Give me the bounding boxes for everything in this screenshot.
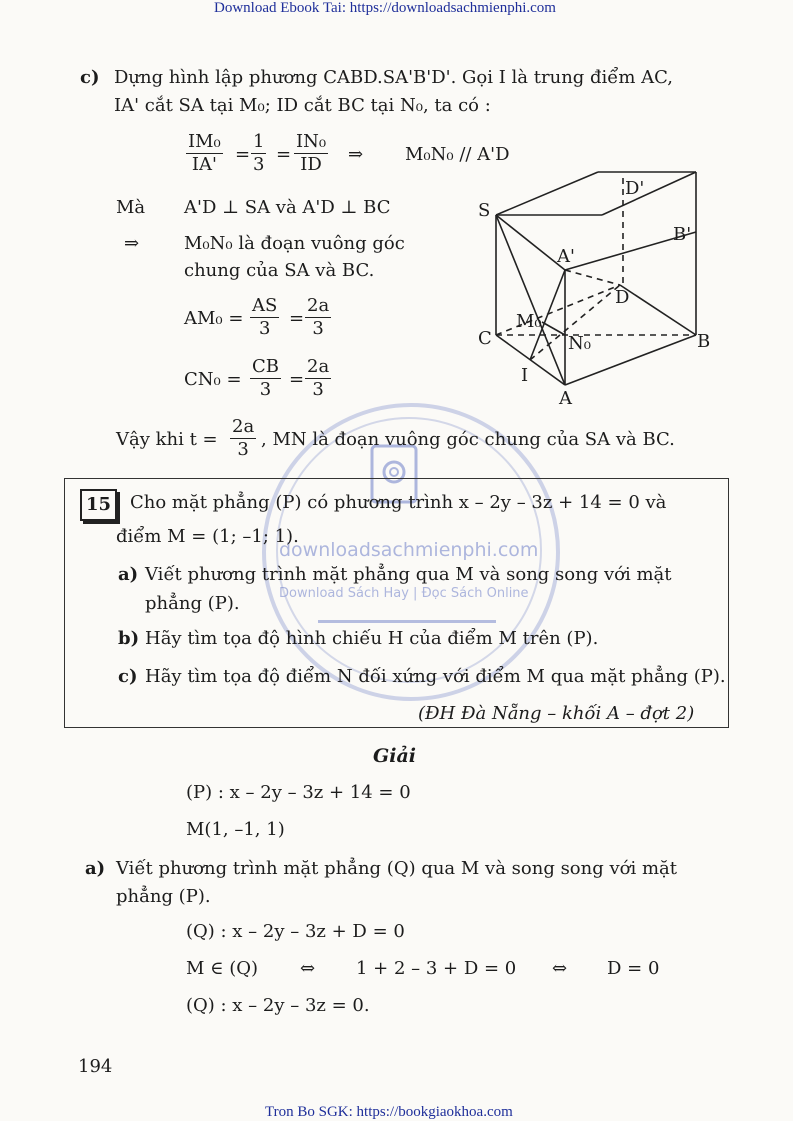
solution-title: Giải (373, 745, 416, 767)
ma-text: A'D ⊥ SA và A'D ⊥ BC (184, 197, 391, 218)
solution-d-value: D = 0 (607, 958, 660, 979)
problem-b-text: Hãy tìm tọa độ hình chiếu H của điểm M trên (P). (145, 628, 599, 649)
cn-eq: = (289, 369, 305, 390)
label-B: B (697, 331, 711, 352)
solution-calc: 1 + 2 – 3 + D = 0 (356, 958, 517, 979)
solution-a-line1: Viết phương trình mặt phẳng (Q) qua M và song song với mặt (116, 858, 677, 879)
ratio-frac-1: $\frac{\text{IM₀}}{IA'}$ (188, 131, 221, 175)
ratio-frac-2: $\frac{1}{3}$ (253, 131, 265, 175)
dash-a1-d (565, 270, 620, 285)
label-S: S (478, 200, 491, 221)
implies-line1: M₀N₀ là đoạn vuông góc (184, 233, 405, 254)
label-N0: N₀ (568, 333, 591, 354)
conclusion-pre: Vậy khi t = (116, 429, 218, 450)
problem-intro-line1: Cho mặt phẳng (P) có phương trình x – 2y – 3z + 14 = 0 và (130, 492, 667, 513)
problem-number-badge: 15 (80, 489, 117, 521)
solution-iff-1: ⇔ (300, 958, 316, 979)
solution-p-eq: (P) : x – 2y – 3z + 14 = 0 (186, 782, 411, 803)
label-B1: B' (673, 224, 692, 245)
cn-frac-2: $\frac{2a}{3}$ (307, 356, 330, 400)
label-M0: M₀ (516, 311, 542, 332)
problem-a-line2: phẳng (P). (145, 593, 240, 614)
ratio-eq-2: = (276, 144, 292, 165)
ratio-result: M₀N₀ // A'D (405, 144, 510, 165)
solution-m-in-q: M ∈ (Q) (186, 958, 258, 979)
cn-lhs: CN₀ = (184, 369, 242, 390)
am-lhs: AM₀ = (184, 308, 244, 329)
label-D: D (615, 287, 630, 308)
watermark-site: downloadsachmienphi.com (279, 539, 539, 561)
label-I: I (521, 365, 529, 386)
problem-a-line1: Viết phương trình mặt phẳng qua M và song song với mặt (145, 564, 672, 585)
dash-c-d (496, 285, 620, 335)
ratio-eq-1: = (235, 144, 251, 165)
footer-sgk-link[interactable]: Tron Bo SGK: https://bookgiaokhoa.com (265, 1104, 513, 1120)
solution-q-eq: (Q) : x – 2y – 3z + D = 0 (186, 921, 405, 942)
am-frac-1: $\frac{AS}{3}$ (252, 295, 278, 339)
cube-figure (470, 170, 720, 405)
am-frac-2: $\frac{2a}{3}$ (307, 295, 330, 339)
ratio-arrow: ⇒ (348, 144, 364, 165)
problem-c-label: c) (118, 666, 138, 687)
conclusion-frac: $\frac{2a}{3}$ (232, 416, 255, 460)
ma-label: Mà (116, 197, 146, 218)
ratio-frac-3: $\frac{\text{IN₀}}{ID}$ (296, 131, 327, 175)
watermark-tagline: Download Sách Hay | Đọc Sách Online (279, 586, 529, 601)
part-c-line1: Dựng hình lập phương CABD.SA'B'D'. Gọi I là trung điểm AC, (114, 67, 674, 88)
header-download-link[interactable]: Download Ebook Tai: https://downloadsachmienphi.com (214, 0, 556, 16)
cn-frac-1: $\frac{CB}{3}$ (252, 356, 279, 400)
solution-iff-2: ⇔ (552, 958, 568, 979)
solution-q-final: (Q) : x – 2y – 3z = 0. (186, 995, 370, 1016)
am-eq: = (289, 308, 305, 329)
solution-m-point: M(1, –1, 1) (186, 819, 285, 840)
problem-intro-line2: điểm M = (1; –1; 1). (116, 526, 299, 547)
edge-s-top (496, 172, 598, 215)
edge-top-right (602, 172, 696, 215)
label-A1: A' (557, 246, 575, 267)
edge-d-b (620, 285, 696, 335)
label-A: A (559, 388, 572, 409)
problem-b-label: b) (118, 628, 140, 649)
problem-c-text: Hãy tìm tọa độ điểm N đối xứng với điểm M qua mặt phẳng (P). (145, 666, 726, 687)
label-C: C (478, 328, 492, 349)
part-c-line2: IA' cắt SA tại M₀; ID cắt BC tại N₀, ta có : (114, 95, 491, 116)
implies-arrow: ⇒ (124, 233, 140, 254)
problem-source: (ĐH Đà Nẵng – khối A – đợt 2) (418, 703, 695, 724)
solution-a-label: a) (85, 858, 106, 879)
problem-a-label: a) (118, 564, 139, 585)
part-c-label: c) (80, 67, 100, 88)
seg-m0-n0 (542, 322, 565, 335)
page-number: 194 (78, 1056, 113, 1077)
label-D1: D' (625, 178, 645, 199)
conclusion-post: , MN là đoạn vuông góc chung của SA và BC. (261, 429, 675, 450)
solution-a-line2: phẳng (P). (116, 886, 211, 907)
implies-line2: chung của SA và BC. (184, 260, 375, 281)
